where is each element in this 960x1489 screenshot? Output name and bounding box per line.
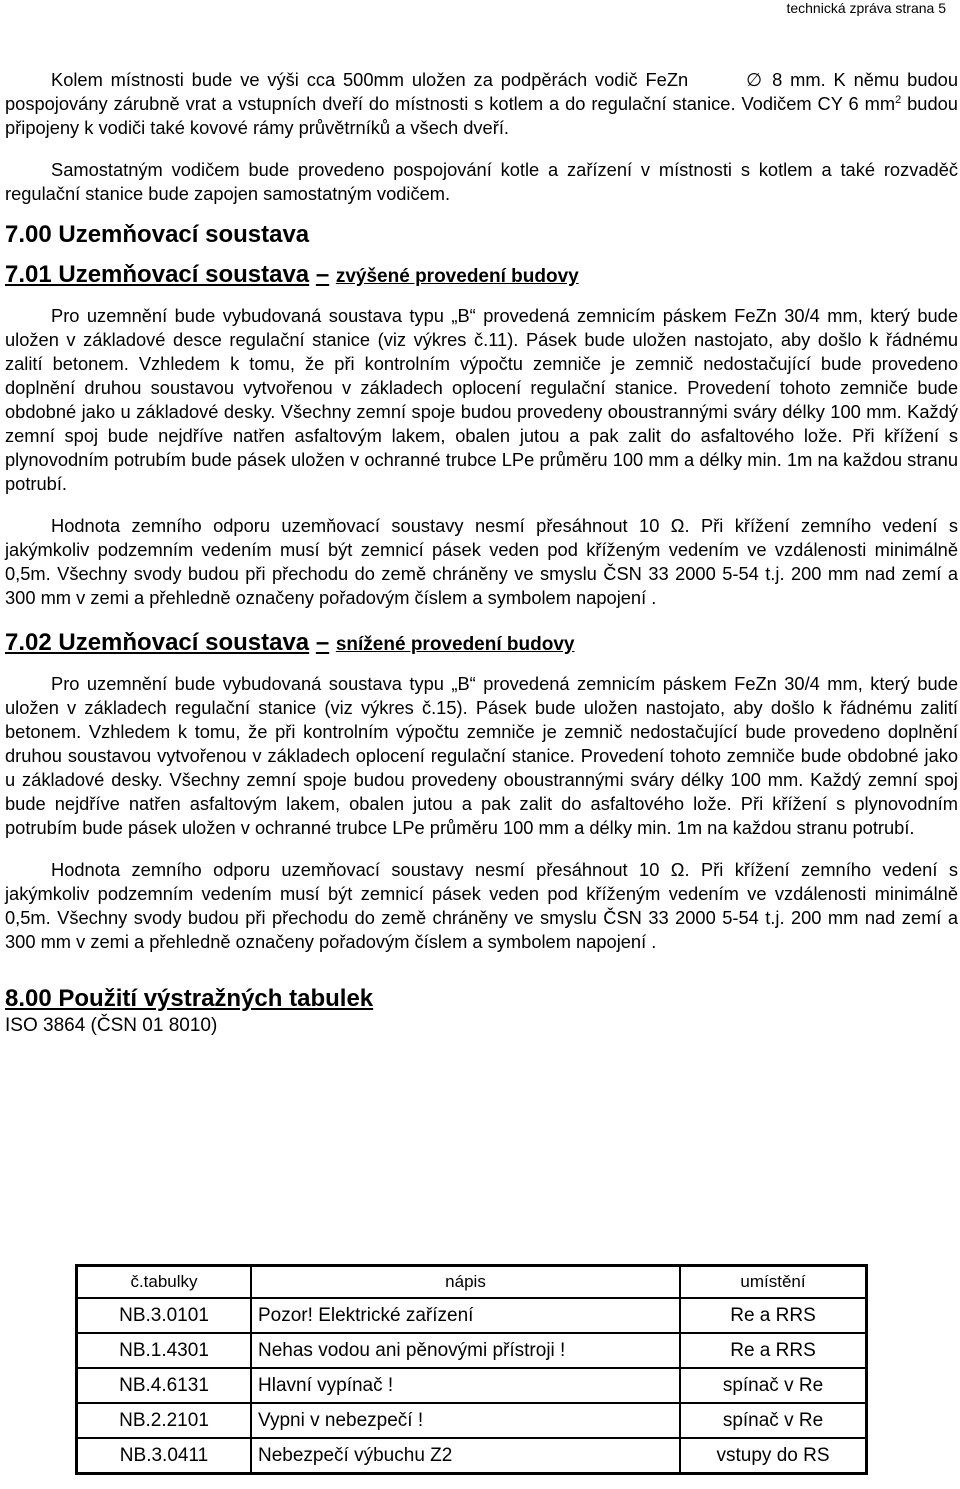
section-701-paragraph-2: Hodnota zemního odporu uzemňovací soustavy nesmí přesáhnout 10 Ω. Při křížení zemního vedení s jakýmkoliv podzemním vedením musí být zemnicí pásek veden pod kříženým vedením ve vzdálenosti minimálně 0,5m. Všechny svody budou při přechodu do země chráněny ve smyslu ČSN 33 2000 5-54 t.j. 200 mm nad zemí a 300 mm v zemi a přehledně označeny pořadovým číslem a symbolem napojení . bbox=[5, 515, 958, 608]
table-row bbox=[77, 1438, 866, 1473]
section-702-dash: – bbox=[315, 629, 330, 656]
table-cell-number: NB.1.4301 bbox=[77, 1333, 251, 1368]
table-cell-number: NB.3.0411 bbox=[77, 1438, 251, 1473]
intro-text-start: Kolem místnosti bude ve výši cca 500mm uložen za podpěrách vodič FeZn bbox=[51, 69, 689, 90]
section-701-paragraph-1: Pro uzemnění bude vybudovaná soustava typu „B“ provedená zemnicím páskem FeZn 30/4 mm, který bude uložen v základové desce regulační stanice (viz výkres č.11). Pásek bude uložen nastojato, aby došlo k řádnému zalití betonem. Vzhledem k tomu, že při kontrolním výpočtu zemniče je zemnič nedostačující bude provedeno doplnění druhou soustavou vytvořenou v základech oplocení regulační stanice. Provedení tohoto zemniče bude obdobné jako u základové desky. Všechny zemní spoje budou provedeny oboustrannými sváry délky 100 mm. Každý zemní spoj bude nejdříve natřen asfaltovým lakem, obalen jutou a pak zalit do asfaltového lože. Při křížení s plynovodním potrubím bude pásek uložen v ochranné trubce LPe průměru 100 mm a délky min. 1m na každou stranu potrubí. bbox=[5, 305, 958, 494]
document-body bbox=[5, 68, 958, 1038]
table-cell-location: Re a RRS bbox=[680, 1333, 866, 1368]
table-cell-location: spínač v Re bbox=[680, 1368, 866, 1403]
intro-paragraph-2: Samostatným vodičem bude provedeno pospojování kotle a zařízení v místnosti s kotlem a také rozvaděč regulační stanice bude zapojen samostatným vodičem. bbox=[5, 159, 958, 204]
table-cell-text: Nebezpečí výbuchu Z2 bbox=[251, 1438, 680, 1473]
column-header-text: nápis bbox=[251, 1266, 680, 1298]
table-cell-location: spínač v Re bbox=[680, 1403, 866, 1438]
table-row bbox=[77, 1368, 866, 1403]
table-cell-text: Pozor! Elektrické zařízení bbox=[251, 1298, 680, 1333]
superscript: 2 bbox=[895, 94, 902, 106]
table-row bbox=[77, 1333, 866, 1368]
table-row bbox=[77, 1298, 866, 1333]
section-702-title: 7.02 Uzemňovací soustava bbox=[5, 629, 310, 656]
page-header: technická zpráva strana 5 bbox=[786, 0, 946, 16]
section-702-subtitle: snížené provedení budovy bbox=[335, 634, 575, 655]
warning-signs-table bbox=[75, 1264, 868, 1475]
diameter-icon: ∅ bbox=[746, 69, 763, 90]
table-row bbox=[77, 1403, 866, 1438]
table-cell-text: Hlavní vypínač ! bbox=[251, 1368, 680, 1403]
section-701-heading bbox=[5, 260, 958, 292]
table-cell-number: NB.4.6131 bbox=[77, 1368, 251, 1403]
section-700-title: 7.00 Uzemňovací soustava bbox=[5, 221, 310, 248]
section-701-dash: – bbox=[315, 261, 330, 288]
section-800-title: 8.00 Použití výstražných tabulek bbox=[5, 985, 374, 1012]
section-702-paragraph-1: Pro uzemnění bude vybudovaná soustava typu „B“ provedená zemnicím páskem FeZn 30/4 mm, který bude uložen v základech regulační stanice (viz výkres č.15). Pásek bude uložen nastojato, aby došlo k řádnému zalití betonem. Vzhledem k tomu, že při kontrolním výpočtu zemniče je zemnič nedostačující bude provedeno doplnění druhou soustavou vytvořenou v základech oplocení regulační stanice. Provedení tohoto zemniče bude obdobné jako u základové desky. Všechny zemní spoje budou provedeny oboustrannými sváry délky 100 mm. Každý zemní spoj bude nejdříve natřen asfaltovým lakem, obalen jutou a pak zalit do asfaltového lože. Při křížení s plynovodním potrubím bude pásek uložen v ochranné trubce LPe průměru 100 mm a délky min. 1m na každou stranu potrubí. bbox=[5, 673, 958, 838]
intro-text-end: budou připojeny k vodiči také kovové rámy průvětrníků a všech dveří. bbox=[5, 93, 958, 138]
section-701-subtitle: zvýšené provedení budovy bbox=[335, 266, 579, 287]
table-cell-text: Vypni v nebezpečí ! bbox=[251, 1403, 680, 1438]
table-header-row bbox=[77, 1266, 866, 1298]
table-cell-number: NB.3.0101 bbox=[77, 1298, 251, 1333]
intro-text-mid: 8 mm. K němu budou pospojovány zárubně vrat a vstupních dveří do místnosti s kotlem a do regulační stanice. Vodičem CY 6 mm bbox=[5, 69, 958, 114]
section-701-title: 7.01 Uzemňovací soustava bbox=[5, 261, 310, 288]
table-cell-text: Nehas vodou ani pěnovými přístroji ! bbox=[251, 1333, 680, 1368]
section-800-standard: ISO 3864 (ČSN 01 8010) bbox=[5, 1015, 218, 1036]
table-cell-location: Re a RRS bbox=[680, 1298, 866, 1333]
table-cell-number: NB.2.2101 bbox=[77, 1403, 251, 1438]
section-702-paragraph-2: Hodnota zemního odporu uzemňovací soustavy nesmí přesáhnout 10 Ω. Při křížení zemního vedení s jakýmkoliv podzemním vedením musí být zemnicí pásek veden pod kříženým vedením ve vzdálenosti minimálně 0,5m. Všechny svody budou při přechodu do země chráněny ve smyslu ČSN 33 2000 5-54 t.j. 200 mm nad zemí a 300 mm v zemi a přehledně označeny pořadovým číslem a symbolem napojení . bbox=[5, 859, 958, 952]
table-cell-location: vstupy do RS bbox=[680, 1438, 866, 1473]
intro-paragraph-1 bbox=[5, 68, 958, 140]
column-header-number: č.tabulky bbox=[77, 1266, 251, 1298]
section-702-heading bbox=[5, 628, 958, 660]
column-header-location: umístění bbox=[680, 1266, 866, 1298]
